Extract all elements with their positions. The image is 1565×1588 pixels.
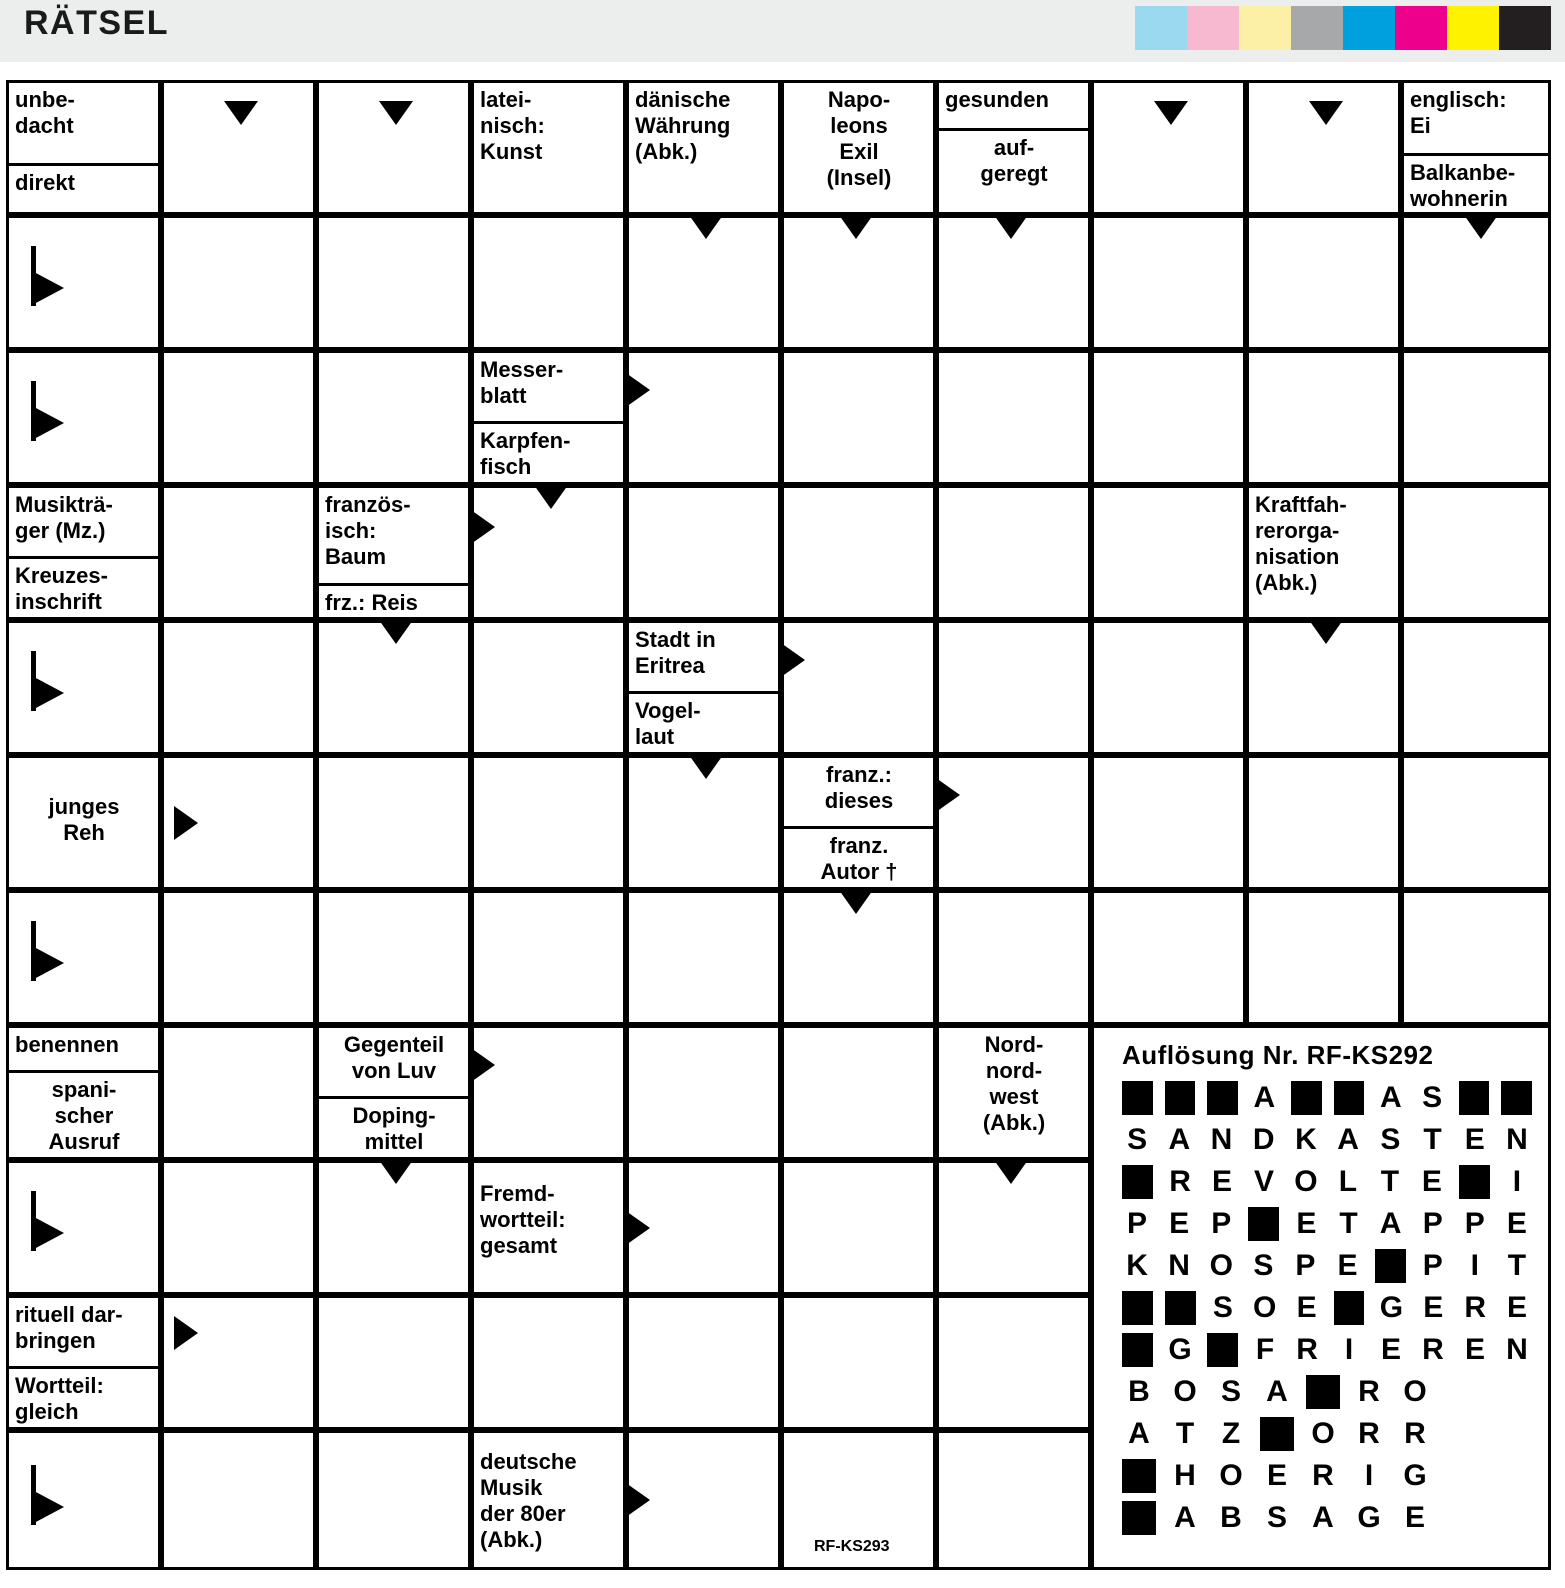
swatch-4 — [1343, 6, 1395, 50]
clue-nordnordwest: Nord- nord- west (Abk.) — [936, 1025, 1091, 1160]
solution-letter: P — [1127, 1207, 1148, 1240]
clue-fremdwortteil-gesamt: Fremd- wortteil: gesamt — [471, 1160, 626, 1295]
solution-letter: H — [1174, 1459, 1196, 1492]
grid-cell[interactable] — [161, 620, 316, 755]
clue-napoleons-exil: Napo- leons Exil (Insel) — [781, 80, 936, 215]
arrow-down-icon — [994, 215, 1028, 239]
clue-text: Stadt in Eritrea — [635, 627, 716, 678]
grid-cell[interactable] — [936, 1295, 1091, 1430]
solution-letter: T — [1175, 1417, 1195, 1450]
arrow-right-flag-icon — [31, 246, 65, 306]
solution-letter: A — [1128, 1417, 1150, 1450]
solution-box — [1091, 1025, 1551, 1570]
solution-letter: B — [1220, 1501, 1242, 1534]
solution-block — [1122, 1165, 1153, 1199]
grid-cell[interactable] — [1246, 215, 1401, 350]
solution-block — [1165, 1291, 1196, 1325]
clue-text: benennen — [15, 1032, 119, 1057]
grid-cell[interactable] — [1091, 215, 1246, 350]
clue-stadt-in-eritrea-vogellaut — [626, 620, 781, 755]
grid-cell[interactable] — [936, 755, 1091, 890]
grid-cell[interactable] — [1091, 350, 1246, 485]
grid-cell[interactable] — [161, 1430, 316, 1570]
solution-letter: P — [1295, 1249, 1316, 1282]
clue-rituell-darbringen-wortteil-gleich — [6, 1295, 161, 1430]
arrow-down-icon — [839, 890, 873, 914]
solution-letter: K — [1126, 1249, 1148, 1282]
clue-text: auf- geregt — [939, 128, 1088, 215]
clue-text: unbe- dacht — [15, 87, 75, 138]
grid-cell[interactable] — [161, 755, 316, 890]
solution-letter: N — [1506, 1333, 1528, 1366]
swatch-2 — [1239, 6, 1291, 50]
grid-cell[interactable] — [161, 1025, 316, 1160]
clue-text: Karpfen- fisch — [474, 421, 623, 485]
solution-block — [1207, 1333, 1238, 1367]
arrow-right-flag-icon — [31, 1465, 65, 1525]
clue-text: Wortteil: gleich — [9, 1366, 158, 1430]
solution-letter: B — [1128, 1375, 1150, 1408]
grid-cell[interactable] — [471, 890, 626, 1025]
grid-cell[interactable] — [781, 485, 936, 620]
grid-cell[interactable] — [1401, 485, 1551, 620]
crossword-grid — [6, 80, 1551, 1580]
solution-letter: A — [1312, 1501, 1334, 1534]
grid-cell[interactable] — [1401, 755, 1551, 890]
solution-letter: E — [1404, 1501, 1425, 1534]
solution-letter: E — [1296, 1291, 1317, 1324]
grid-cell[interactable] — [471, 755, 626, 890]
solution-letter: E — [1169, 1207, 1190, 1240]
solution-letter: G — [1168, 1333, 1192, 1366]
solution-block — [1306, 1375, 1340, 1409]
arrow-down-icon — [1154, 101, 1188, 125]
grid-cell[interactable] — [6, 215, 161, 350]
clue-lateinisch-kunst: latei- nisch: Kunst — [471, 80, 626, 215]
grid-cell[interactable] — [161, 485, 316, 620]
arrow-right-icon — [174, 806, 198, 840]
grid-cell[interactable] — [936, 620, 1091, 755]
clue-text: franz. Autor † — [784, 826, 933, 890]
grid-cell[interactable] — [1091, 755, 1246, 890]
grid-cell[interactable] — [781, 890, 936, 1025]
solution-row — [1116, 1329, 1538, 1371]
solution-row — [1116, 1413, 1538, 1455]
solution-letter: I — [1364, 1459, 1374, 1492]
solution-letter: O — [1209, 1249, 1233, 1282]
grid-cell[interactable] — [781, 350, 936, 485]
solution-letter: P — [1211, 1207, 1232, 1240]
solution-block — [1334, 1081, 1365, 1115]
grid-cell[interactable] — [316, 755, 471, 890]
solution-letter: A — [1253, 1081, 1276, 1114]
grid-cell[interactable] — [471, 1025, 626, 1160]
swatch-5 — [1395, 6, 1447, 50]
grid-cell[interactable] — [1091, 890, 1246, 1025]
solution-grid — [1104, 1077, 1538, 1539]
arrow-right-icon — [174, 1316, 198, 1350]
solution-letter: R — [1464, 1291, 1486, 1324]
swatch-3 — [1291, 6, 1343, 50]
grid-cell[interactable] — [316, 350, 471, 485]
clue-kraftfahrerorganisation: Kraftfah- rerorga- nisation (Abk.) — [1246, 485, 1401, 620]
arrow-down-icon — [379, 101, 413, 125]
grid-cell[interactable] — [781, 1025, 936, 1160]
clue-text: englisch: Ei — [1410, 87, 1507, 138]
arrow-right-icon — [781, 643, 805, 677]
grid-cell[interactable] — [626, 755, 781, 890]
arrow-right-flag-icon — [31, 651, 65, 711]
solution-letter: R — [1296, 1333, 1318, 1366]
page-title: RÄTSEL — [24, 4, 169, 42]
solution-block — [1334, 1291, 1365, 1325]
solution-block — [1122, 1291, 1153, 1325]
solution-letter: E — [1464, 1123, 1485, 1156]
grid-cell[interactable] — [6, 890, 161, 1025]
grid-cell[interactable] — [936, 890, 1091, 1025]
grid-cell[interactable] — [316, 620, 471, 755]
solution-letter: E — [1266, 1459, 1287, 1492]
solution-letter: O — [1403, 1375, 1427, 1408]
clue-englisch-ei-balkanbewohnerin — [1401, 80, 1551, 215]
solution-row — [1116, 1287, 1538, 1329]
grid-cell[interactable] — [626, 1160, 781, 1295]
arrow-right-icon — [936, 778, 960, 812]
grid-cell[interactable] — [781, 620, 936, 755]
arrow-right-flag-icon — [31, 381, 65, 441]
solution-letter: R — [1169, 1165, 1191, 1198]
solution-letter: R — [1358, 1417, 1380, 1450]
grid-cell[interactable] — [626, 1430, 781, 1570]
grid-cell[interactable] — [471, 215, 626, 350]
solution-row — [1116, 1497, 1538, 1539]
grid-cell[interactable] — [1246, 350, 1401, 485]
clue-text: Musikträ- ger (Mz.) — [15, 492, 113, 543]
solution-letter: Z — [1221, 1417, 1241, 1450]
solution-letter: E — [1507, 1291, 1528, 1324]
solution-letter: E — [1380, 1333, 1401, 1366]
arrow-down-icon — [689, 755, 723, 779]
solution-letter: S — [1220, 1375, 1241, 1408]
arrow-right-icon — [471, 1048, 495, 1082]
clue-daenische-waehrung: dänische Währung (Abk.) — [626, 80, 781, 215]
solution-block — [1248, 1207, 1279, 1241]
solution-block — [1260, 1417, 1294, 1451]
clue-text: gesunden — [945, 87, 1049, 112]
grid-cell[interactable] — [6, 1430, 161, 1570]
grid-cell[interactable] — [936, 215, 1091, 350]
grid-cell[interactable] — [316, 215, 471, 350]
grid-cell[interactable] — [316, 80, 471, 215]
solution-letter: A — [1168, 1123, 1191, 1156]
grid-cell[interactable] — [316, 1295, 471, 1430]
clue-gegenteil-von-luv-dopingmittel — [316, 1025, 471, 1160]
solution-letter: I — [1344, 1333, 1354, 1366]
solution-letter: S — [1380, 1123, 1401, 1156]
solution-row — [1116, 1245, 1538, 1287]
solution-block — [1375, 1249, 1406, 1283]
arrow-down-icon — [1309, 620, 1343, 644]
solution-letter: I — [1470, 1249, 1479, 1282]
solution-block — [1291, 1081, 1322, 1115]
solution-letter: I — [1512, 1165, 1522, 1198]
grid-cell[interactable] — [316, 1160, 471, 1295]
solution-letter: G — [1403, 1459, 1427, 1492]
grid-cell[interactable] — [626, 1295, 781, 1430]
grid-cell[interactable] — [1401, 890, 1551, 1025]
clue-text: direkt — [9, 163, 158, 215]
solution-row — [1116, 1119, 1538, 1161]
grid-cell[interactable] — [1091, 485, 1246, 620]
clue-franzoesisch-baum-reis — [316, 485, 471, 620]
grid-cell[interactable] — [471, 620, 626, 755]
grid-cell[interactable] — [626, 350, 781, 485]
solution-letter: A — [1266, 1375, 1288, 1408]
solution-letter: N — [1210, 1123, 1233, 1156]
arrow-right-flag-icon — [31, 1191, 65, 1251]
solution-letter: L — [1338, 1165, 1358, 1198]
grid-cell[interactable] — [1091, 80, 1246, 215]
swatch-6 — [1447, 6, 1499, 50]
arrow-down-icon — [689, 215, 723, 239]
clue-text: rituell dar- bringen — [15, 1302, 123, 1353]
header-bar — [0, 0, 1565, 62]
solution-block — [1165, 1081, 1196, 1115]
solution-block — [1459, 1081, 1490, 1115]
grid-cell[interactable] — [161, 350, 316, 485]
clue-text: Vogel- laut — [629, 691, 778, 755]
grid-cell[interactable] — [161, 1295, 316, 1430]
solution-letter: P — [1422, 1207, 1443, 1240]
clue-text: frz.: Reis — [319, 583, 468, 620]
grid-cell[interactable] — [1246, 755, 1401, 890]
solution-letter: T — [1380, 1165, 1400, 1198]
clue-deutsche-musik-der-80er: deutsche Musik der 80er (Abk.) — [471, 1430, 626, 1570]
arrow-down-icon — [379, 1160, 413, 1184]
solution-letter: E — [1506, 1207, 1527, 1240]
solution-letter: E — [1421, 1165, 1442, 1198]
grid-cell[interactable] — [781, 1430, 936, 1570]
solution-letter: K — [1295, 1123, 1317, 1156]
solution-letter: A — [1174, 1501, 1196, 1534]
arrow-down-icon — [224, 101, 258, 125]
grid-cell[interactable] — [781, 215, 936, 350]
solution-letter: O — [1253, 1291, 1277, 1324]
solution-letter: E — [1423, 1291, 1444, 1324]
solution-letter: G — [1357, 1501, 1381, 1534]
grid-cell[interactable] — [626, 215, 781, 350]
solution-letter: F — [1255, 1333, 1275, 1366]
arrow-down-icon — [839, 215, 873, 239]
color-swatch-strip — [1135, 6, 1551, 50]
clue-text: Doping- mittel — [319, 1096, 468, 1160]
solution-letter: S — [1127, 1123, 1148, 1156]
solution-letter: N — [1168, 1249, 1190, 1282]
solution-letter: T — [1507, 1249, 1527, 1282]
grid-cell[interactable] — [1401, 215, 1551, 350]
clue-text: französ- isch: Baum — [325, 492, 411, 569]
grid-cell[interactable] — [1401, 350, 1551, 485]
grid-cell[interactable] — [1246, 620, 1401, 755]
solution-letter: S — [1253, 1249, 1274, 1282]
grid-cell[interactable] — [936, 350, 1091, 485]
clue-text: spani- scher Ausruf — [9, 1070, 158, 1160]
solution-row — [1116, 1077, 1538, 1119]
grid-cell[interactable] — [626, 1025, 781, 1160]
arrow-right-icon — [626, 373, 650, 407]
grid-cell[interactable] — [161, 1160, 316, 1295]
solution-letter: O — [1294, 1165, 1318, 1198]
solution-letter: O — [1311, 1417, 1335, 1450]
solution-letter: A — [1379, 1207, 1402, 1240]
solution-letter: T — [1339, 1207, 1358, 1240]
solution-row — [1116, 1161, 1538, 1203]
solution-letter: D — [1252, 1123, 1275, 1156]
arrow-down-icon — [1309, 101, 1343, 125]
grid-cell[interactable] — [936, 1160, 1091, 1295]
grid-cell[interactable] — [781, 1160, 936, 1295]
grid-cell[interactable] — [161, 80, 316, 215]
arrow-right-icon — [626, 1483, 650, 1517]
solution-letter: N — [1506, 1123, 1528, 1156]
clue-benennen-spanischer-ausruf — [6, 1025, 161, 1160]
solution-block — [1207, 1081, 1238, 1115]
solution-block — [1501, 1081, 1532, 1115]
solution-letter: R — [1404, 1417, 1426, 1450]
solution-block — [1122, 1081, 1153, 1115]
grid-cell[interactable] — [936, 485, 1091, 620]
solution-letter: P — [1422, 1249, 1443, 1282]
solution-block — [1122, 1501, 1156, 1535]
clue-unbedacht-direkt — [6, 80, 161, 215]
solution-row — [1116, 1203, 1538, 1245]
arrow-right-icon — [626, 1211, 650, 1245]
arrow-down-icon — [534, 485, 568, 509]
solution-letter: T — [1423, 1123, 1442, 1156]
solution-letter: S — [1266, 1501, 1287, 1534]
solution-letter: R — [1422, 1333, 1444, 1366]
clue-text: Kreuzes- inschrift — [9, 556, 158, 620]
clue-text: franz.: dieses — [824, 762, 894, 813]
arrow-right-flag-icon — [31, 921, 65, 981]
clue-text: Messer- blatt — [480, 357, 564, 408]
grid-cell[interactable] — [936, 1430, 1091, 1570]
arrow-down-icon — [994, 1160, 1028, 1184]
grid-cell[interactable] — [626, 485, 781, 620]
grid-cell[interactable] — [471, 1295, 626, 1430]
grid-cell[interactable] — [316, 1430, 471, 1570]
clue-junges-reh: junges Reh — [6, 755, 161, 890]
swatch-0 — [1135, 6, 1187, 50]
solution-row — [1116, 1455, 1538, 1497]
grid-cell[interactable] — [161, 890, 316, 1025]
swatch-1 — [1187, 6, 1239, 50]
solution-letter: S — [1212, 1291, 1233, 1324]
solution-letter: E — [1464, 1333, 1485, 1366]
solution-letter: G — [1379, 1291, 1404, 1324]
grid-cell[interactable] — [471, 485, 626, 620]
solution-letter: O — [1219, 1459, 1243, 1492]
solution-letter: A — [1337, 1123, 1359, 1156]
arrow-right-icon — [471, 510, 495, 544]
puzzle-code-label: RF-KS293 — [814, 1538, 890, 1555]
grid-cell[interactable] — [1246, 80, 1401, 215]
grid-cell[interactable] — [1091, 620, 1246, 755]
clue-franz-dieses-autor — [781, 755, 936, 890]
grid-cell[interactable] — [6, 1160, 161, 1295]
grid-cell[interactable] — [1401, 620, 1551, 755]
solution-block — [1122, 1459, 1156, 1493]
grid-cell[interactable] — [781, 1295, 936, 1430]
arrow-down-icon — [1464, 215, 1498, 239]
solution-block — [1459, 1165, 1490, 1199]
solution-block — [1122, 1333, 1153, 1367]
solution-letter: O — [1173, 1375, 1197, 1408]
solution-letter: E — [1212, 1165, 1233, 1198]
arrow-down-icon — [379, 620, 413, 644]
solution-letter: P — [1464, 1207, 1485, 1240]
grid-cell[interactable] — [626, 890, 781, 1025]
solution-letter: R — [1312, 1459, 1334, 1492]
solution-row — [1116, 1371, 1538, 1413]
clue-text: Balkanbe- wohnerin — [1404, 153, 1548, 215]
grid-cell[interactable] — [6, 350, 161, 485]
grid-cell[interactable] — [6, 620, 161, 755]
clue-gesunden-aufgeregt — [936, 80, 1091, 215]
clue-text: Gegenteil von Luv — [343, 1032, 445, 1083]
solution-letter: E — [1296, 1207, 1317, 1240]
clue-musiktraeger-kreuzesinschrift — [6, 485, 161, 620]
grid-cell[interactable] — [316, 890, 471, 1025]
grid-cell[interactable] — [1246, 890, 1401, 1025]
solution-title: Auflösung Nr. RF-KS292 — [1122, 1040, 1434, 1070]
solution-letter: A — [1379, 1081, 1402, 1114]
solution-letter: R — [1358, 1375, 1380, 1408]
solution-letter: E — [1337, 1249, 1358, 1282]
solution-letter: S — [1422, 1081, 1443, 1114]
grid-cell[interactable] — [161, 215, 316, 350]
swatch-7 — [1499, 6, 1551, 50]
clue-messerblatt-karpfenfisch — [471, 350, 626, 485]
solution-letter: V — [1253, 1165, 1274, 1198]
